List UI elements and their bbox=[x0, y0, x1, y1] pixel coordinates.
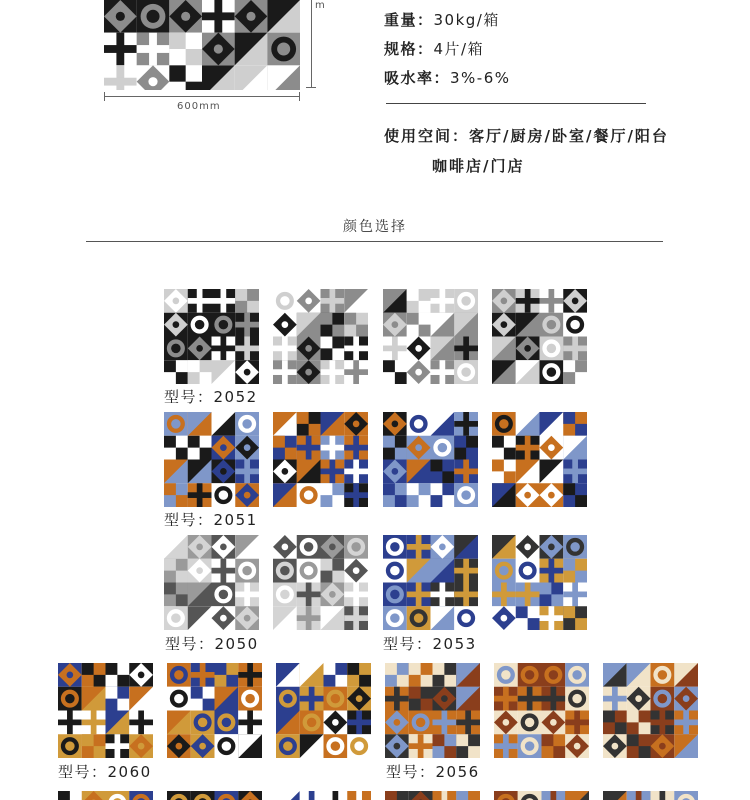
tile-swatch[interactable] bbox=[494, 791, 589, 800]
tile-swatch[interactable] bbox=[383, 535, 478, 630]
tile-swatch[interactable] bbox=[273, 289, 368, 384]
tile-swatch[interactable] bbox=[494, 663, 589, 758]
model-label-2060: 型号：2060 bbox=[58, 763, 152, 781]
spec-size-key: 规格： bbox=[384, 40, 434, 58]
dimension-tick-right bbox=[299, 92, 300, 101]
spec-size-value: 4片/箱 bbox=[433, 40, 485, 58]
usage-spaces-1: 客厅/厨房/卧室/餐厅/阳台 bbox=[469, 127, 669, 145]
tile-swatch[interactable] bbox=[58, 663, 153, 758]
tile-swatch[interactable] bbox=[385, 663, 480, 758]
model-label-2050: 型号：2050 bbox=[165, 635, 259, 653]
spec-weight-value: 30kg/箱 bbox=[433, 11, 500, 29]
tile-swatch[interactable] bbox=[58, 791, 153, 800]
tile-swatch[interactable] bbox=[383, 289, 478, 384]
spec-divider bbox=[386, 103, 646, 104]
model-label-2051: 型号：2051 bbox=[164, 511, 258, 529]
tile-swatch[interactable] bbox=[273, 535, 368, 630]
usage-line-1 bbox=[384, 125, 669, 146]
spec-absorption-value: 3%-6% bbox=[450, 69, 511, 87]
spec-absorption-key: 吸水率： bbox=[384, 69, 451, 87]
dimension-height-label: m bbox=[315, 0, 326, 11]
dimension-vertical-line bbox=[311, 0, 312, 88]
tile-swatch[interactable] bbox=[492, 535, 587, 630]
usage-spaces-2: 咖啡店/门店 bbox=[432, 157, 525, 175]
dimension-tick-left bbox=[104, 92, 105, 101]
dimension-line bbox=[104, 96, 300, 97]
model-label-2056: 型号：2056 bbox=[386, 763, 480, 781]
tile-swatch[interactable] bbox=[167, 663, 262, 758]
tile-swatch[interactable] bbox=[276, 663, 371, 758]
dimension-vertical-tick bbox=[306, 87, 316, 88]
dimension-width-label: 600mm bbox=[177, 101, 221, 112]
tile-swatch[interactable] bbox=[164, 412, 259, 507]
usage-label: 使用空间： bbox=[384, 127, 470, 145]
spec-weight-key: 重量： bbox=[384, 11, 434, 29]
tile-swatch[interactable] bbox=[385, 791, 480, 800]
spec-size bbox=[384, 38, 484, 59]
tile-swatch[interactable] bbox=[164, 289, 259, 384]
tile-swatch[interactable] bbox=[603, 791, 698, 800]
spec-absorption bbox=[384, 67, 511, 88]
tile-swatch[interactable] bbox=[603, 663, 698, 758]
tile-swatch[interactable] bbox=[164, 535, 259, 630]
tile-preview-image bbox=[104, 0, 300, 90]
tile-swatch[interactable] bbox=[276, 791, 371, 800]
tile-swatch[interactable] bbox=[273, 412, 368, 507]
model-label-2052: 型号：2052 bbox=[164, 388, 258, 406]
section-divider bbox=[86, 241, 663, 242]
tile-swatch[interactable] bbox=[383, 412, 478, 507]
tile-swatch[interactable] bbox=[492, 412, 587, 507]
spec-weight bbox=[384, 9, 500, 30]
tile-swatch[interactable] bbox=[167, 791, 262, 800]
model-label-2053: 型号：2053 bbox=[383, 635, 477, 653]
tile-swatch[interactable] bbox=[492, 289, 587, 384]
section-title: 颜色选择 bbox=[343, 219, 407, 235]
